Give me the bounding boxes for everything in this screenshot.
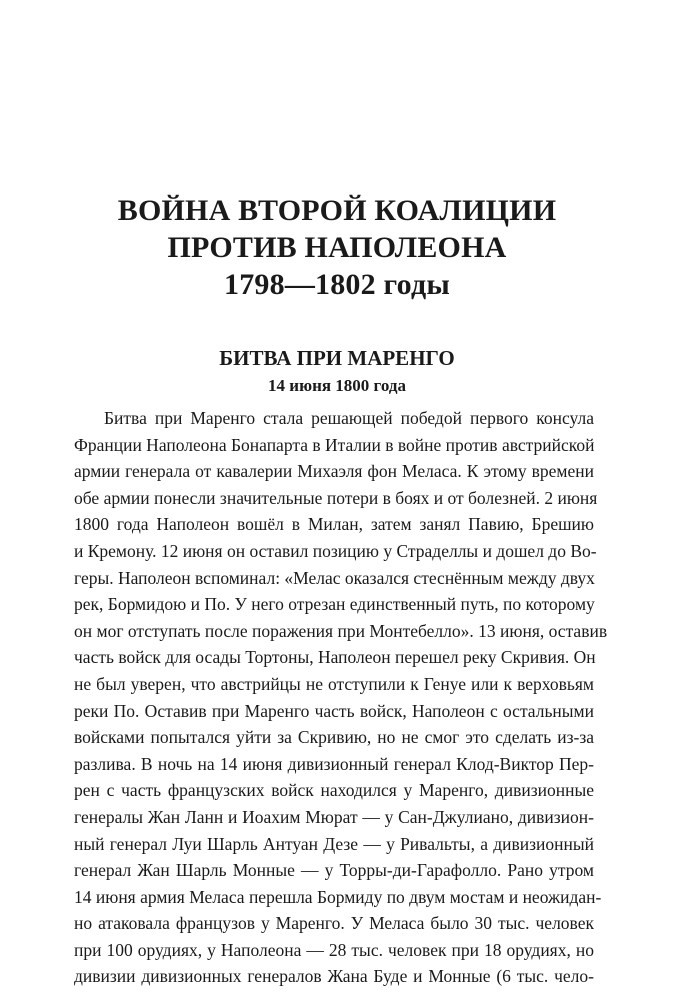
body-line: часть войск для осады Тортоны, Наполеон перешел реку Скривия. Он <box>74 647 596 668</box>
body-line: армии генерала от кавалерии Михаэля фон Меласа. К этому времени <box>74 461 594 482</box>
section-date: 14 июня 1800 года <box>268 376 406 395</box>
chapter-title-line-1: ВОЙНА ВТОРОЙ КОАЛИЦИИ <box>117 194 557 227</box>
body-line: 14 июня армия Меласа перешла Бормиду по двум мостам и неожидан- <box>74 886 602 907</box>
body-line: он мог отступать после поражения при Монтебелло». 13 июня, оставив <box>74 620 608 641</box>
body-line: реки По. Оставив при Маренго часть войск, Наполеон с остальными <box>74 700 594 721</box>
body-line: рек, Бормидою и По. У него отрезан единственный путь, по которому <box>74 594 595 615</box>
body-line: но атаковала французов у Маренго. У Меласа было 30 тыс. человек <box>74 913 594 934</box>
body-line: 1800 года Наполеон вошёл в Милан, затем занял Павию, Брешию <box>74 514 594 535</box>
body-line: Франции Наполеона Бонапарта в Италии в войне против австрийской <box>74 434 595 455</box>
chapter-title-line-3: 1798—1802 годы <box>224 268 450 301</box>
body-line: генерал Жан Шарль Монные — у Торры-ди-Гарафолло. Рано утром <box>74 860 594 881</box>
body-line: не был уверен, что австрийцы не отступили к Генуе или к верховьям <box>74 673 594 694</box>
chapter-title <box>0 192 674 303</box>
body-line: дивизии дивизионных генералов Жана Буде и Монные (6 тыс. чело- <box>74 966 594 987</box>
body-line: Битва при Маренго стала решающей победой первого консула <box>104 408 594 428</box>
body-line: войсками попытался уйти за Скривию, но не смог это сделать из-за <box>74 727 594 748</box>
body-line: разлива. В ночь на 14 июня дивизионный генерал Клод-Виктор Пер- <box>74 753 594 774</box>
section-title: БИТВА ПРИ МАРЕНГО <box>219 346 455 370</box>
body-line: и Кремону. 12 июня он оставил позицию у Страделлы и дошел до Во- <box>74 540 597 561</box>
body-line: обе армии понесли значительные потери в боях и от болезней. 2 июня <box>74 487 598 508</box>
body-line: ный генерал Луи Шарль Антуан Дезе — у Ривальты, а дивизионный <box>74 833 594 854</box>
body-paragraph <box>74 405 608 990</box>
chapter-title-line-2: ПРОТИВ НАПОЛЕОНА <box>167 231 507 264</box>
body-line: при 100 орудиях, у Наполеона — 28 тыс. человек при 18 орудиях, но <box>74 939 594 960</box>
body-line: рен с часть французских войск находился у Маренго, дивизионные <box>74 780 594 801</box>
body-line: геры. Наполеон вспоминал: «Мелас оказался стеснённым между двух <box>74 567 595 588</box>
body-line: генералы Жан Ланн и Иоахим Мюрат — у Сан-Джулиано, дивизион- <box>74 806 594 827</box>
